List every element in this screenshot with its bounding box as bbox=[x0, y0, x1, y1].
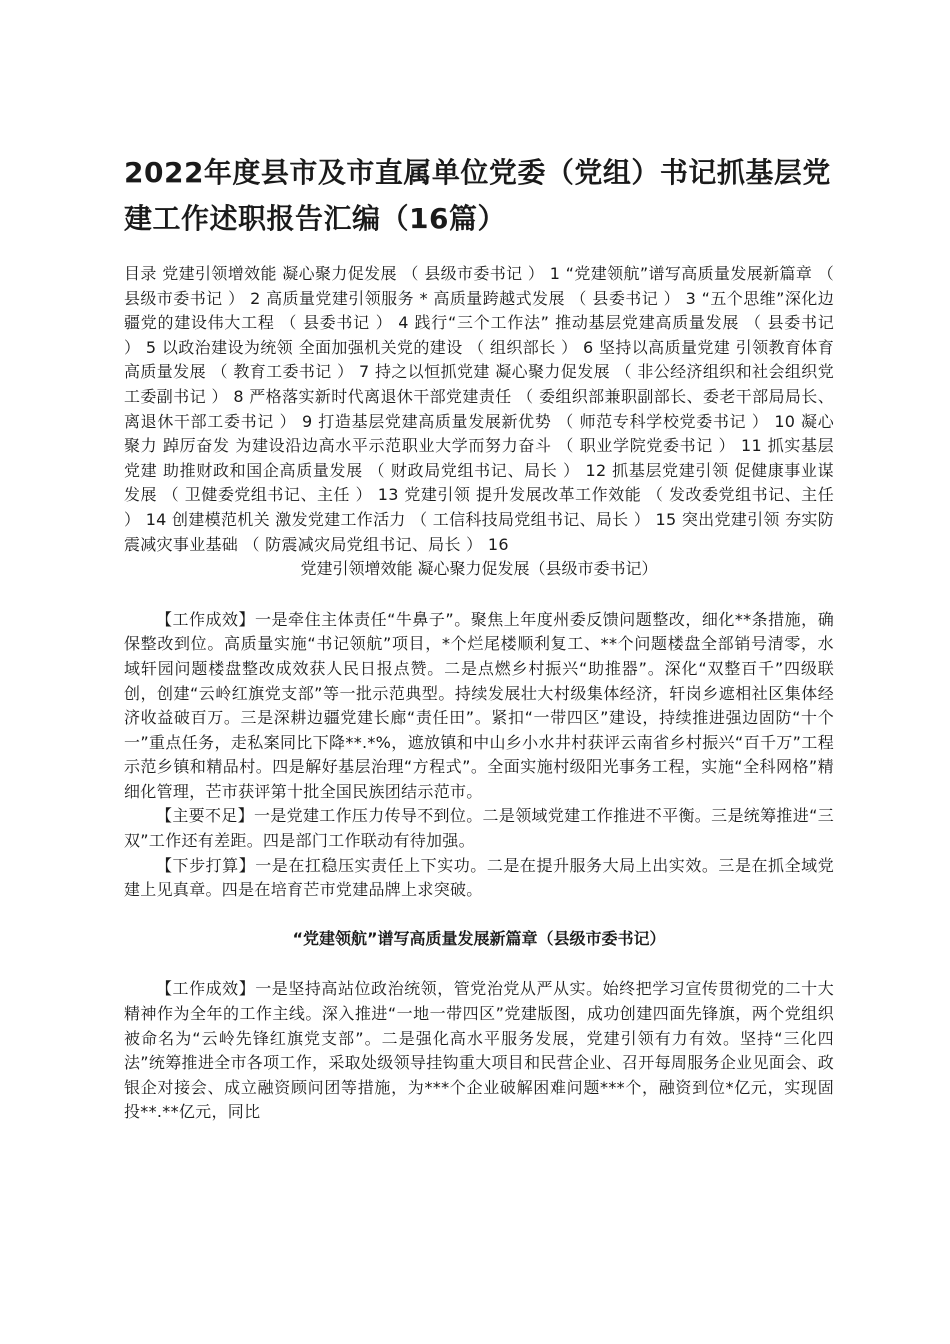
section-heading: 党建引领增效能 凝心聚力促发展（县级市委书记） bbox=[300, 559, 658, 579]
document-title: 2022年度县市及市直属单位党委（党组）书记抓基层党建工作述职报告汇编（16篇） bbox=[124, 156, 831, 235]
section-paragraph: 【主要不足】一是党建工作压力传导不到位。二是领域党建工作推进不平衡。三是统筹推进“三双”工作还有差距。四是部门工作联动有待加强。 bbox=[124, 806, 834, 851]
section-paragraph: 【工作成效】一是牵住主体责任“牛鼻子”。聚焦上年度州委反馈问题整改，细化**条措施，确保整改到位。高质量实施“书记领航”项目，*个烂尾楼顺利复工、**个问题楼盘全部销号清零，水域轩园问题楼盘整改成效获人民日报点赞。二是点燃乡村振兴“助推器”。深化“双整百千”四级联创，创建“云岭红旗党支部”等一批示范典型。持续发展壮大村级集体经济，轩岗乡遮相社区集体经济收益破百万。三是深耕边疆党建长廊“责任田”。紧扣“一带四区”建设，持续推进强边固防“十个一”重点任务，走私案同比下降**.*%，遮放镇和中山乡小水井村获评云南省乡村振兴“百千万”工程示范乡镇和精品村。四是解好基层治理“方程式”。全面实施村级阳光事务工程，实施“全科网格”精细化管理，芒市获评第十批全国民族团结示范市。 bbox=[124, 609, 834, 801]
section-2 bbox=[124, 927, 834, 1125]
section-1 bbox=[124, 557, 834, 903]
section-paragraph: 【下步打算】一是在扛稳压实责任上下实功。二是在提升服务大局上出实效。三是在抓全域党建上见真章。四是在培育芒市党建品牌上求突破。 bbox=[124, 855, 834, 900]
section-paragraph: 【工作成效】一是坚持高站位政治统领，管党治党从严从实。始终把学习宣传贯彻党的二十大精神作为全年的工作主线。深入推进“一地一带四区”党建版图，成功创建四面先锋旗，两个党组织被命名为“云岭先锋红旗党支部”。二是强化高水平服务发展，党建引领有力有效。坚持“三化四法”统筹推进全市各项工作，采取处级领导挂钩重大项目和民营企业、召开每周服务企业见面会、政银企对接会、成立融资顾问团等措施，为***个企业破解困难问题***个，融资到位*亿元，实现固投**.**亿元，同比 bbox=[124, 979, 834, 1122]
section-heading: “党建领航”谱写高质量发展新篇章（县级市委书记） bbox=[292, 928, 666, 948]
document-page bbox=[124, 150, 834, 1125]
table-of-contents: 目录 党建引领增效能 凝心聚力促发展 （ 县级市委书记 ） 1 “党建领航”谱写高质量发展新篇章 （ 县级市委书记 ） 2 高质量党建引领服务 * 高质量跨越式发展 （ 县委书记 ） 3 “五个思维”深化边疆党的建设伟大工程 （ 县委书记 ） 4 践行“三个工作法” 推动基层党建高质量发展 （ 县委书记 ） 5 以政治建设为统领 全面加强机关党的建设 （ 组织部长 ） 6 坚持以高质量党建 引领教育体育高质量发展 （ 教育工委书记 ） 7 持之以恒抓党建 凝心聚力促发展 （ 非公经济组织和社会组织党工委副书记 ） 8 严格落实新时代离退休干部党建责任 （ 委组织部兼职副部长、委老干部局局长、离退休干部工委书记 ） 9 打造基层党建高质量发展新优势 （ 师范专科学校党委书记 ） 10 凝心聚力 踔厉奋发 为建设沿边高水平示范职业大学而努力奋斗 （ 职业学院党委书记 ） 11 抓实基层党建 助推财政和国企高质量发展 （ 财政局党组书记、局长 ） 12 抓基层党建引领 促健康事业谋发展 （ 卫健委党组书记、主任 ） 13 党建引领 提升发展改革工作效能 （ 发改委党组书记、主任 ） 14 创建模范机关 激发党建工作活力 （ 工信科技局党组书记、局长 ） 15 突出党建引领 夯实防震减灾事业基础 （ 防震减灾局党组书记、局长 ） 16 bbox=[124, 264, 834, 554]
